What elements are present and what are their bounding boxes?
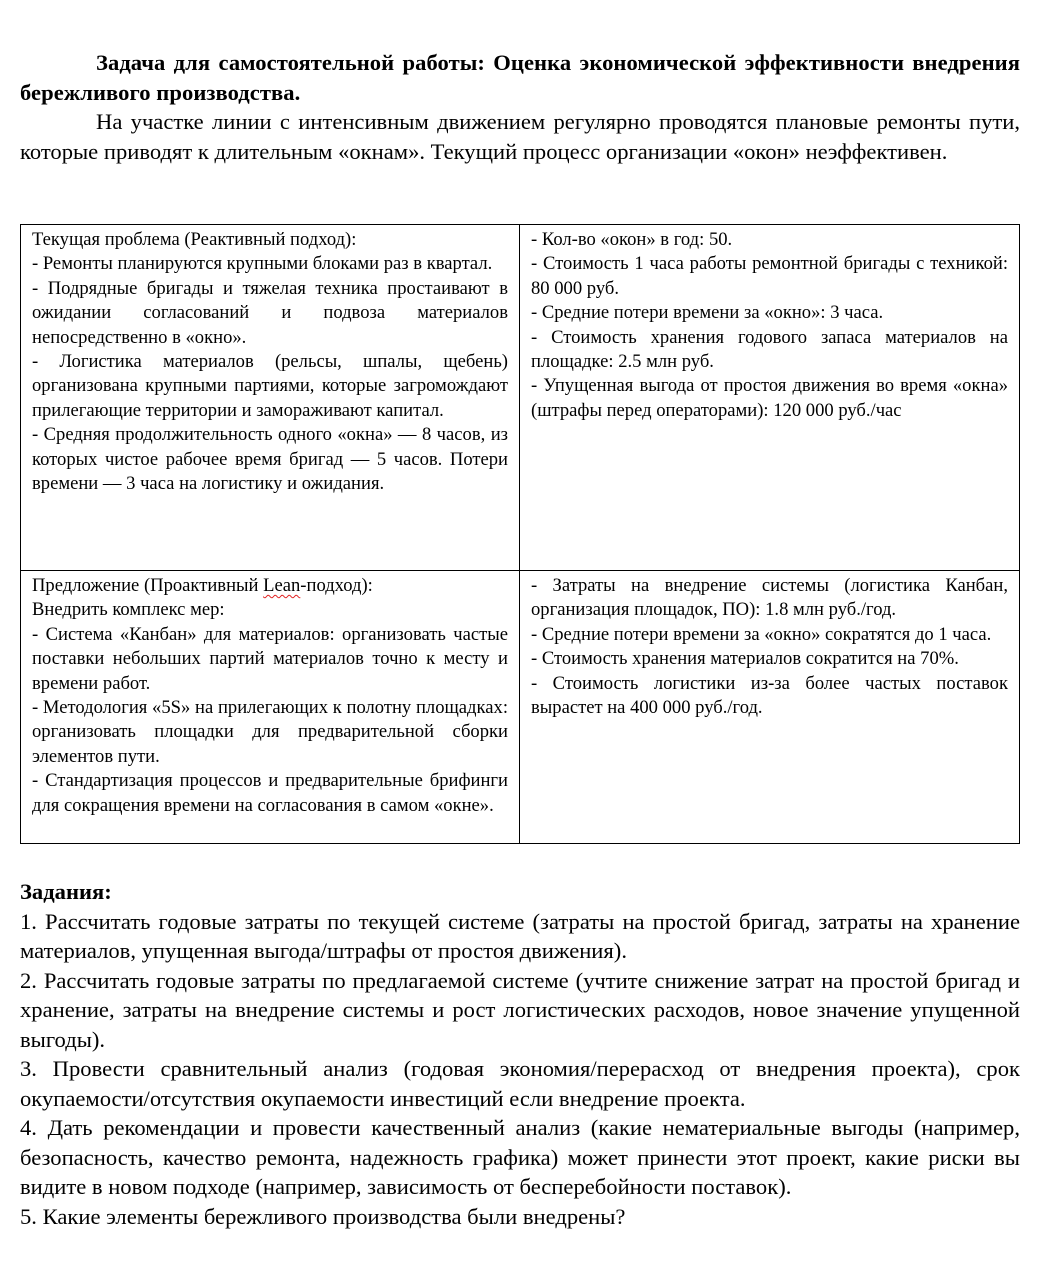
document-title: Задача для самостоятельной работы: Оценка экономической эффективности внедрения бережливого производства. (20, 50, 1020, 105)
task-item: 4. Дать рекомендации и провести качественный анализ (какие нематериальные выгоды (например, безопасность, качество ремонта, надежность графика) может принести этот проект, какие риски вы видите в новом подходе (например, зависимость от бесперебойности поставок). (20, 1115, 1020, 1199)
current-problem-item: - Подрядные бригады и тяжелая техника простаивают в ожидании согласований и подвоза материалов непосредственно в «окно». (32, 277, 508, 348)
task-item: 5. Какие элементы бережливого производства были внедрены? (20, 1203, 626, 1229)
proposal-param: - Стоимость хранения материалов сократится на 70%. (531, 648, 959, 670)
current-problem-heading: Текущая проблема (Реактивный подход): (32, 229, 357, 250)
current-param: - Упущенная выгода от простоя движения во время «окна» (штрафы перед операторами): 120 000 руб./час (531, 375, 1008, 421)
current-param: - Стоимость 1 часа работы ремонтной бригады с техникой: 80 000 руб. (531, 253, 1008, 299)
proposal-heading-before: Предложение (Проактивный (32, 575, 264, 596)
tasks-title: Задания: (20, 879, 112, 904)
proposal-param: - Средние потери времени за «окно» сократятся до 1 часа. (531, 623, 992, 645)
proposal-param: - Стоимость логистики из-за более частых поставок вырастет на 400 000 руб./год. (531, 672, 1008, 719)
proposal-heading (32, 574, 508, 598)
tasks-section (20, 877, 1020, 1231)
spellcheck-word[interactable]: Lean (263, 575, 301, 596)
proposal-item: - Методология «5S» на прилегающих к полотну площадках: организовать площадки для предварительной сборки элементов пути. (32, 697, 508, 767)
current-param: - Средние потери времени за «окно»: 3 часа. (531, 302, 884, 324)
proposal-heading-after: -подход): (300, 575, 373, 596)
proposal-param: - Затраты на внедрение системы (логистика Канбан, организация площадок, ПО): 1.8 млн руб./год. (531, 575, 1008, 621)
table-row-proposal (21, 571, 1020, 844)
current-problem-cell (21, 225, 520, 571)
proposal-item: - Стандартизация процессов и предварительные брифинги для сокращения времени на согласования в самом «окне». (32, 770, 508, 816)
current-params-cell (520, 225, 1020, 571)
proposal-cell (21, 571, 520, 844)
document-intro: На участке линии с интенсивным движением регулярно проводятся плановые ремонты пути, которые приводят к длительным «окнам». Текущий процесс организации «окон» неэффективен. (20, 109, 1020, 164)
current-param: - Кол-во «окон» в год: 50. (531, 229, 733, 250)
task-item: 3. Провести сравнительный анализ (годовая экономия/перерасход от внедрения проекта), срок окупаемости/отсутствия окупаемости инвестиций если внедрение проекта. (20, 1056, 1020, 1111)
current-problem-item: - Средняя продолжительность одного «окна» — 8 часов, из которых чистое рабочее время бригад — 5 часов. Потери времени — 3 часа на логистику и ожидания. (32, 424, 508, 495)
current-param: - Стоимость хранения годового запаса материалов на площадке: 2.5 млн руб. (531, 326, 1008, 373)
task-item: 1. Рассчитать годовые затраты по текущей системе (затраты на простой бригад, затраты на хранение материалов, упущенная выгода/штрафы от простоя движения). (20, 908, 1020, 963)
data-table (20, 224, 1020, 844)
task-item: 2. Рассчитать годовые затраты по предлагаемой системе (учтите снижение затрат на простой бригад и хранение, затраты на внедрение системы и рост логистических расходов, новое значение упущенной выгоды). (20, 967, 1020, 1052)
current-problem-item: - Логистика материалов (рельсы, шпалы, щебень) организована крупными партиями, которые загромождают прилегающие территории и замораживают капитал. (32, 351, 508, 421)
proposal-item: - Система «Канбан» для материалов: организовать частые поставки небольших партий материалов точно к месту и времени работ. (32, 623, 508, 694)
proposal-subheading: Внедрить комплекс мер: (32, 599, 225, 621)
current-problem-item: - Ремонты планируются крупными блоками раз в квартал. (32, 253, 493, 275)
table-row-current (21, 225, 1020, 571)
document-header (20, 48, 1020, 166)
proposal-params-cell (520, 571, 1020, 844)
